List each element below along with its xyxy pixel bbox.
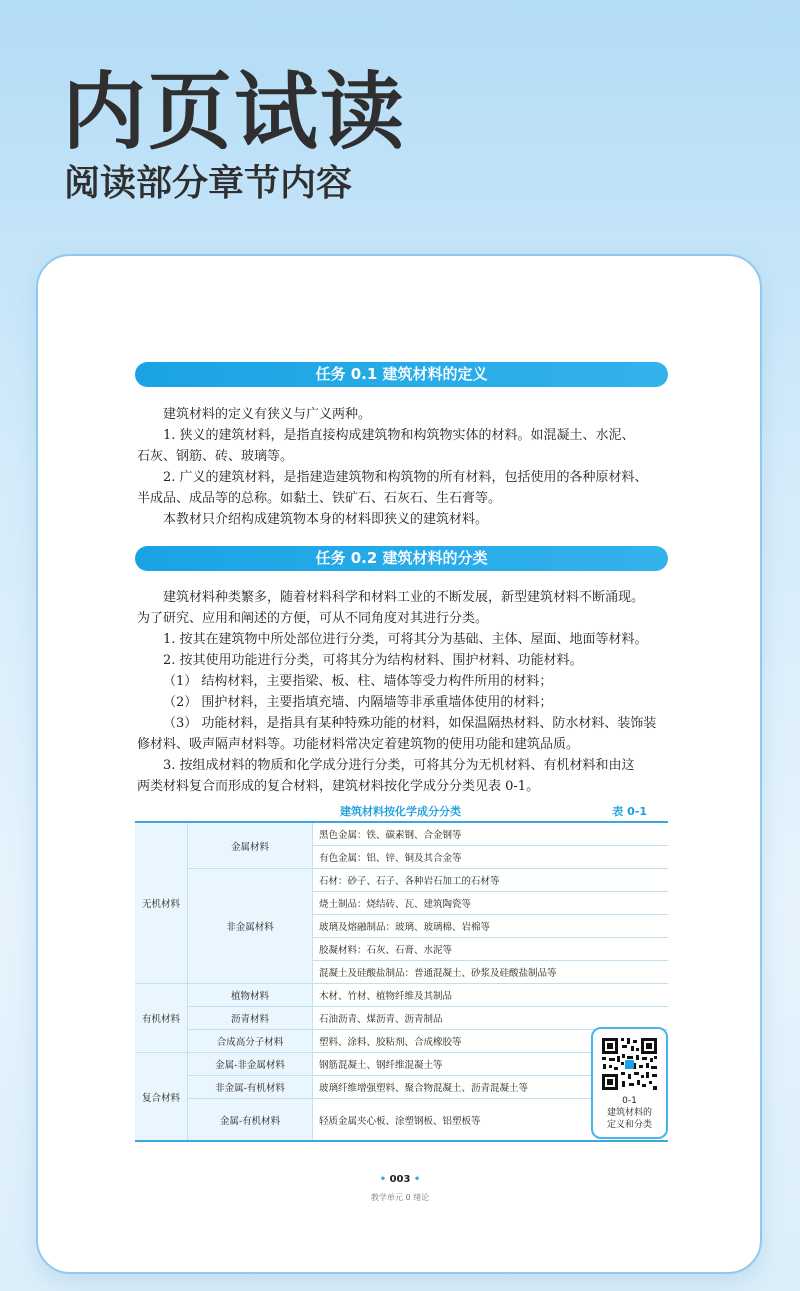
subcategory-cell: 金属材料	[188, 822, 313, 869]
examples-cell: 塑料、涂料、胶粘剂、合成橡胶等	[313, 1030, 669, 1053]
paragraph-line: 1. 按其在建筑物中所处部位进行分类，可将其分为基础、主体、屋面、地面等材料。	[163, 632, 648, 647]
qr-label	[593, 1095, 666, 1131]
classification-body	[137, 587, 672, 797]
table-row	[135, 1076, 668, 1099]
paragraph-line: 为了研究、应用和阐述的方便，可从不同角度对其进行分类。	[137, 611, 489, 626]
subcategory-cell: 金属-有机材料	[188, 1099, 313, 1142]
examples-cell: 石材：砂子、石子、各种岩石加工的石材等	[313, 869, 669, 892]
classification-table	[135, 821, 668, 1142]
examples-cell: 轻质金属夹心板、涂塑钢板、铝塑板等	[313, 1099, 669, 1142]
qr-label-line: 定义和分类	[606, 1120, 652, 1130]
category-cell: 复合材料	[135, 1053, 188, 1142]
qr-label-line: 建筑材料的	[606, 1108, 652, 1118]
table-row	[135, 1007, 668, 1030]
paragraph-line: 3. 按组成材料的物质和化学成分进行分类，可将其分为无机材料、有机材料和由这	[163, 758, 635, 773]
paragraph-line: （2） 围护材料，主要指填充墙、内隔墙等非承重墙体使用的材料；	[163, 695, 553, 710]
examples-cell: 黑色金属：铁、碳素钢、合金钢等	[313, 822, 669, 846]
paragraph-line: 半成品、成品等的总称。如黏土、铁矿石、石灰石、生石膏等。	[137, 491, 502, 506]
paragraph-line: 本教材只介绍构成建筑物本身的材料即狭义的建筑材料。	[163, 512, 489, 527]
paragraph-line: 建筑材料的定义有狭义与广义两种。	[163, 407, 372, 422]
section-heading-classification: 任务 0.2 建筑材料的分类	[135, 546, 668, 571]
subcategory-cell: 金属-非金属材料	[188, 1053, 313, 1076]
examples-cell: 烧土制品：烧结砖、瓦、建筑陶瓷等	[313, 892, 669, 915]
table-number: 表 0-1	[612, 805, 647, 818]
category-cell: 有机材料	[135, 984, 188, 1053]
hero-subtitle: 阅读部分章节内容	[64, 163, 353, 204]
table-row	[135, 869, 668, 892]
hero-title: 内页试读	[62, 63, 407, 161]
qr-code-card[interactable]	[591, 1027, 668, 1139]
page-number-value: 003	[389, 1174, 411, 1185]
category-cell: 无机材料	[135, 822, 188, 984]
examples-cell: 钢筋混凝土、钢纤维混凝土等	[313, 1053, 669, 1076]
examples-cell: 石油沥青、煤沥青、沥青制品	[313, 1007, 669, 1030]
table-row	[135, 822, 668, 846]
paragraph-line: 2. 广义的建筑材料，是指建造建筑物和构筑物的所有材料，包括使用的各种原材料、	[163, 470, 648, 485]
paragraph-line: 1. 狭义的建筑材料，是指直接构成建筑物和构筑物实体的材料。如混凝土、水泥、	[163, 428, 635, 443]
subcategory-cell: 沥青材料	[188, 1007, 313, 1030]
paragraph-line: 石灰、钢筋、砖、玻璃等。	[137, 449, 294, 464]
qr-code-icon[interactable]	[600, 1036, 659, 1092]
examples-cell: 木材、竹材、植物纤维及其制品	[313, 984, 669, 1007]
table-row	[135, 1099, 668, 1142]
examples-cell: 胶凝材料：石灰、石膏、水泥等	[313, 938, 669, 961]
paragraph-line: 修材料、吸声隔声材料等。功能材料常决定着建筑物的使用功能和建筑品质。	[137, 737, 580, 752]
definition-body	[137, 404, 672, 530]
paragraph-line: （3） 功能材料，是指具有某种特殊功能的材料，如保温隔热材料、防水材料、装饰装	[163, 716, 657, 731]
section-heading-definition: 任务 0.1 建筑材料的定义	[135, 362, 668, 387]
running-footer: 教学单元 0 绪论	[370, 1193, 430, 1202]
paragraph-line: （1） 结构材料，主要指梁、板、柱、墙体等受力构件所用的材料；	[163, 674, 553, 689]
table-row	[135, 1030, 668, 1053]
examples-cell: 玻璃纤维增强塑料、聚合物混凝土、沥青混凝土等	[313, 1076, 669, 1099]
examples-cell: 有色金属：铝、锌、铜及其合金等	[313, 846, 669, 869]
table-row	[135, 984, 668, 1007]
subcategory-cell: 非金属-有机材料	[188, 1076, 313, 1099]
table-title: 建筑材料按化学成分分类	[340, 805, 461, 818]
paragraph-line: 两类材料复合而形成的复合材料，建筑材料按化学成分分类见表 0-1。	[137, 779, 540, 794]
examples-cell: 玻璃及熔融制品：玻璃、玻璃棉、岩棉等	[313, 915, 669, 938]
paragraph-line: 建筑材料种类繁多，随着材料科学和材料工业的不断发展，新型建筑材料不断涌现。	[163, 590, 645, 605]
subcategory-cell: 植物材料	[188, 984, 313, 1007]
examples-cell: 混凝土及硅酸盐制品：普通混凝土、砂浆及硅酸盐制品等	[313, 961, 669, 984]
table-row	[135, 1053, 668, 1076]
subcategory-cell: 合成高分子材料	[188, 1030, 313, 1053]
subcategory-cell: 非金属材料	[188, 869, 313, 984]
table-caption	[135, 803, 665, 821]
page-number: • 003 •	[379, 1174, 421, 1185]
paragraph-line: 2. 按其使用功能进行分类，可将其分为结构材料、围护材料、功能材料。	[163, 653, 583, 668]
qr-code-number: 0-1	[622, 1096, 637, 1106]
